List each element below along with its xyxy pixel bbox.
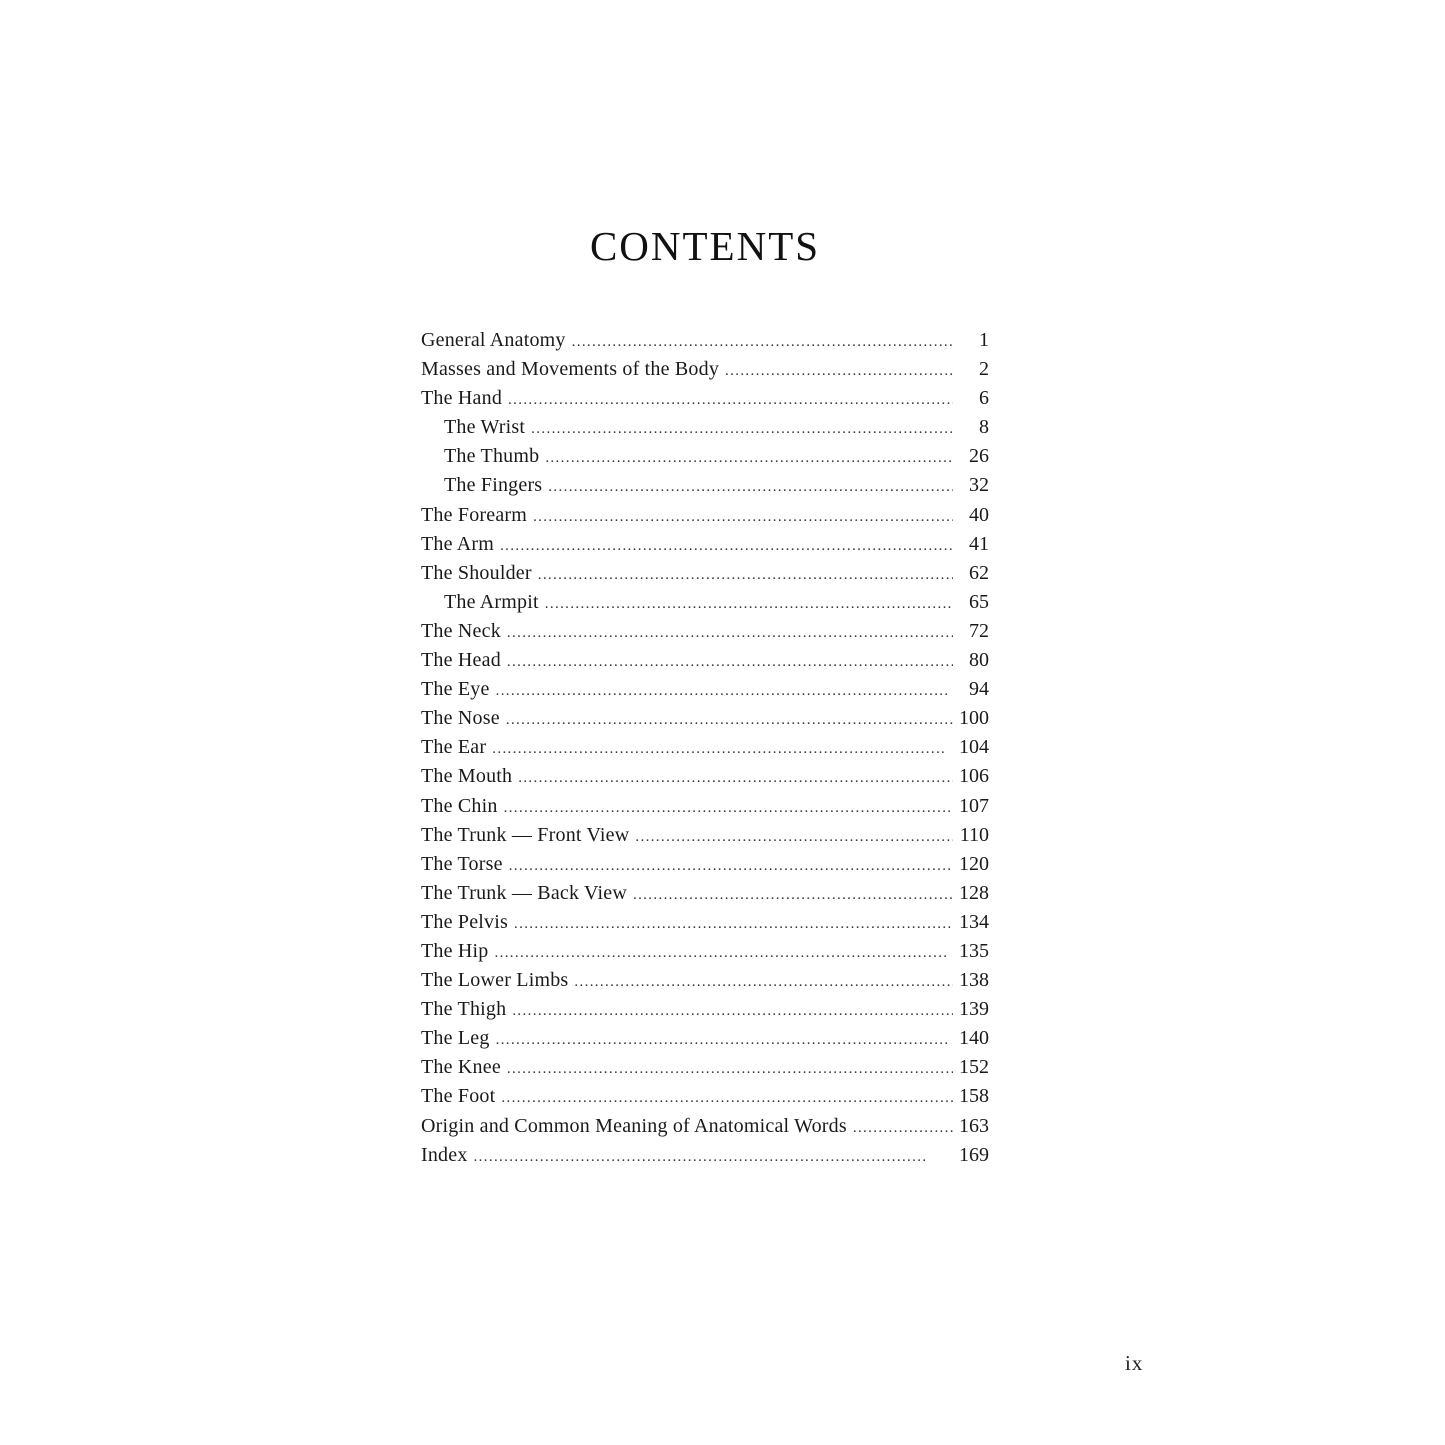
toc-entry[interactable] xyxy=(421,384,989,413)
toc-entry-page: 138 xyxy=(959,969,989,992)
page-number: ix xyxy=(1125,1351,1144,1375)
toc-entry-title: The Thumb xyxy=(444,445,540,468)
toc-entry-page: 80 xyxy=(969,649,989,672)
toc-entry-title: General Anatomy xyxy=(421,329,566,351)
toc-entry-page: 134 xyxy=(959,910,989,933)
toc-entry-title: The Fingers xyxy=(444,474,543,497)
toc-entry-title: The Wrist xyxy=(444,416,526,439)
toc-entry-page: 2 xyxy=(979,358,989,381)
toc-subentry[interactable] xyxy=(421,588,989,617)
dot-leader xyxy=(492,735,953,764)
toc-entry-title: The Head xyxy=(421,649,501,672)
toc-entry[interactable] xyxy=(421,1024,989,1053)
toc-entry-title: The Trunk — Back View xyxy=(421,881,627,904)
toc-entry[interactable] xyxy=(421,879,989,908)
toc-entry-title: The Hip xyxy=(421,939,489,962)
toc-entry-page: 140 xyxy=(959,1027,989,1050)
toc-entry-page: 110 xyxy=(959,823,989,846)
dot-leader xyxy=(548,473,953,502)
toc-entry-page: 65 xyxy=(969,590,989,613)
dot-leader xyxy=(500,532,953,561)
toc-entry-page: 32 xyxy=(969,474,989,497)
toc-entry-title: The Neck xyxy=(421,619,501,642)
toc-entry[interactable] xyxy=(421,530,989,559)
toc-subentry[interactable] xyxy=(421,471,989,500)
toc-entry-page: 104 xyxy=(959,736,989,759)
toc-entry[interactable] xyxy=(421,501,989,530)
toc-entry-title: The Torse xyxy=(421,852,503,875)
toc-entry-page: 163 xyxy=(959,1114,989,1137)
dot-leader xyxy=(495,939,954,968)
dot-leader xyxy=(474,1143,953,1172)
dot-leader xyxy=(545,444,953,473)
dot-leader xyxy=(531,415,953,444)
toc-entry[interactable] xyxy=(421,326,989,355)
toc-entry-page: 72 xyxy=(969,619,989,642)
toc-entry-title: The Shoulder xyxy=(421,561,532,584)
toc-entry-title: The Leg xyxy=(421,1027,490,1050)
toc-entry-page: 8 xyxy=(979,416,989,439)
toc-entry[interactable] xyxy=(421,792,989,821)
dot-leader xyxy=(501,1084,953,1113)
toc-entry-title: The Lower Limbs xyxy=(421,969,569,992)
dot-leader xyxy=(496,1026,953,1055)
toc-entry[interactable] xyxy=(421,821,989,850)
toc-entry-title: The Chin xyxy=(421,794,498,817)
toc-entry[interactable] xyxy=(421,1082,989,1111)
dot-leader xyxy=(507,648,953,677)
dot-leader xyxy=(853,1114,953,1143)
toc-entry-page: 106 xyxy=(959,765,989,788)
dot-leader xyxy=(514,910,953,939)
table-of-contents xyxy=(421,326,989,1170)
dot-leader xyxy=(725,357,953,386)
toc-entry-title: The Mouth xyxy=(421,765,513,788)
toc-entry-title: The Trunk — Front View xyxy=(421,823,630,846)
toc-entry-title: The Knee xyxy=(421,1056,501,1079)
toc-entry-page: 135 xyxy=(959,939,989,962)
toc-entry[interactable] xyxy=(421,995,989,1024)
toc-entry-page: 100 xyxy=(959,707,989,730)
toc-entry[interactable] xyxy=(421,617,989,646)
toc-entry-page: 120 xyxy=(959,852,989,875)
toc-entry[interactable] xyxy=(421,850,989,879)
toc-entry-title: Index xyxy=(421,1143,468,1166)
toc-entry[interactable] xyxy=(421,646,989,675)
dot-leader xyxy=(538,561,953,590)
toc-entry-title: Origin and Common Meaning of Anatomical Words xyxy=(421,1114,847,1137)
toc-entry-title: The Ear xyxy=(421,736,487,759)
toc-entry-title: The Thigh xyxy=(421,998,507,1021)
toc-entry-title: The Arm xyxy=(421,532,495,555)
toc-entry-page: 40 xyxy=(969,503,989,526)
toc-entry-page: 6 xyxy=(979,387,989,410)
toc-entry[interactable] xyxy=(421,733,989,762)
dot-leader xyxy=(518,764,953,793)
toc-entry-page: 1 xyxy=(979,329,989,351)
toc-entry[interactable] xyxy=(421,559,989,588)
toc-entry[interactable] xyxy=(421,908,989,937)
toc-entry-page: 62 xyxy=(969,561,989,584)
toc-entry-title: The Nose xyxy=(421,707,500,730)
dot-leader xyxy=(635,823,953,852)
toc-subentry[interactable] xyxy=(421,413,989,442)
toc-entry[interactable] xyxy=(421,937,989,966)
toc-entry-page: 26 xyxy=(969,445,989,468)
toc-entry-title: The Pelvis xyxy=(421,910,508,933)
toc-entry-page: 158 xyxy=(959,1085,989,1108)
toc-entry-title: Masses and Movements of the Body xyxy=(421,358,720,381)
toc-entry[interactable] xyxy=(421,355,989,384)
dot-leader xyxy=(574,968,953,997)
dot-leader xyxy=(496,677,953,706)
dot-leader xyxy=(506,706,953,735)
toc-entry-page: 139 xyxy=(959,998,989,1021)
toc-entry[interactable] xyxy=(421,675,989,704)
dot-leader xyxy=(509,852,953,881)
toc-entry[interactable] xyxy=(421,1112,989,1141)
toc-entry-page: 41 xyxy=(969,532,989,555)
dot-leader xyxy=(507,619,953,648)
toc-entry-page: 107 xyxy=(959,794,989,817)
toc-entry[interactable] xyxy=(421,1053,989,1082)
toc-entry[interactable] xyxy=(421,1141,989,1170)
toc-entry-title: The Armpit xyxy=(444,590,539,613)
toc-subentry[interactable] xyxy=(421,442,989,471)
toc-entry[interactable] xyxy=(421,704,989,733)
toc-entry-page: 152 xyxy=(959,1056,989,1079)
toc-entry-title: The Foot xyxy=(421,1085,496,1108)
dot-leader xyxy=(533,503,953,532)
toc-entry-page: 169 xyxy=(959,1143,989,1166)
toc-entry-page: 94 xyxy=(969,678,989,701)
page-title: CONTENTS xyxy=(589,223,821,269)
dot-leader xyxy=(633,881,953,910)
toc-entry[interactable] xyxy=(421,762,989,791)
toc-entry[interactable] xyxy=(421,966,989,995)
dot-leader xyxy=(504,794,953,823)
toc-entry-title: The Hand xyxy=(421,387,503,410)
dot-leader xyxy=(572,328,953,357)
dot-leader xyxy=(545,590,953,619)
dot-leader xyxy=(507,1055,953,1084)
toc-entry-title: The Eye xyxy=(421,678,490,701)
dot-leader xyxy=(508,386,953,415)
toc-entry-title: The Forearm xyxy=(421,503,528,526)
dot-leader xyxy=(512,997,953,1026)
toc-entry-page: 128 xyxy=(959,881,989,904)
